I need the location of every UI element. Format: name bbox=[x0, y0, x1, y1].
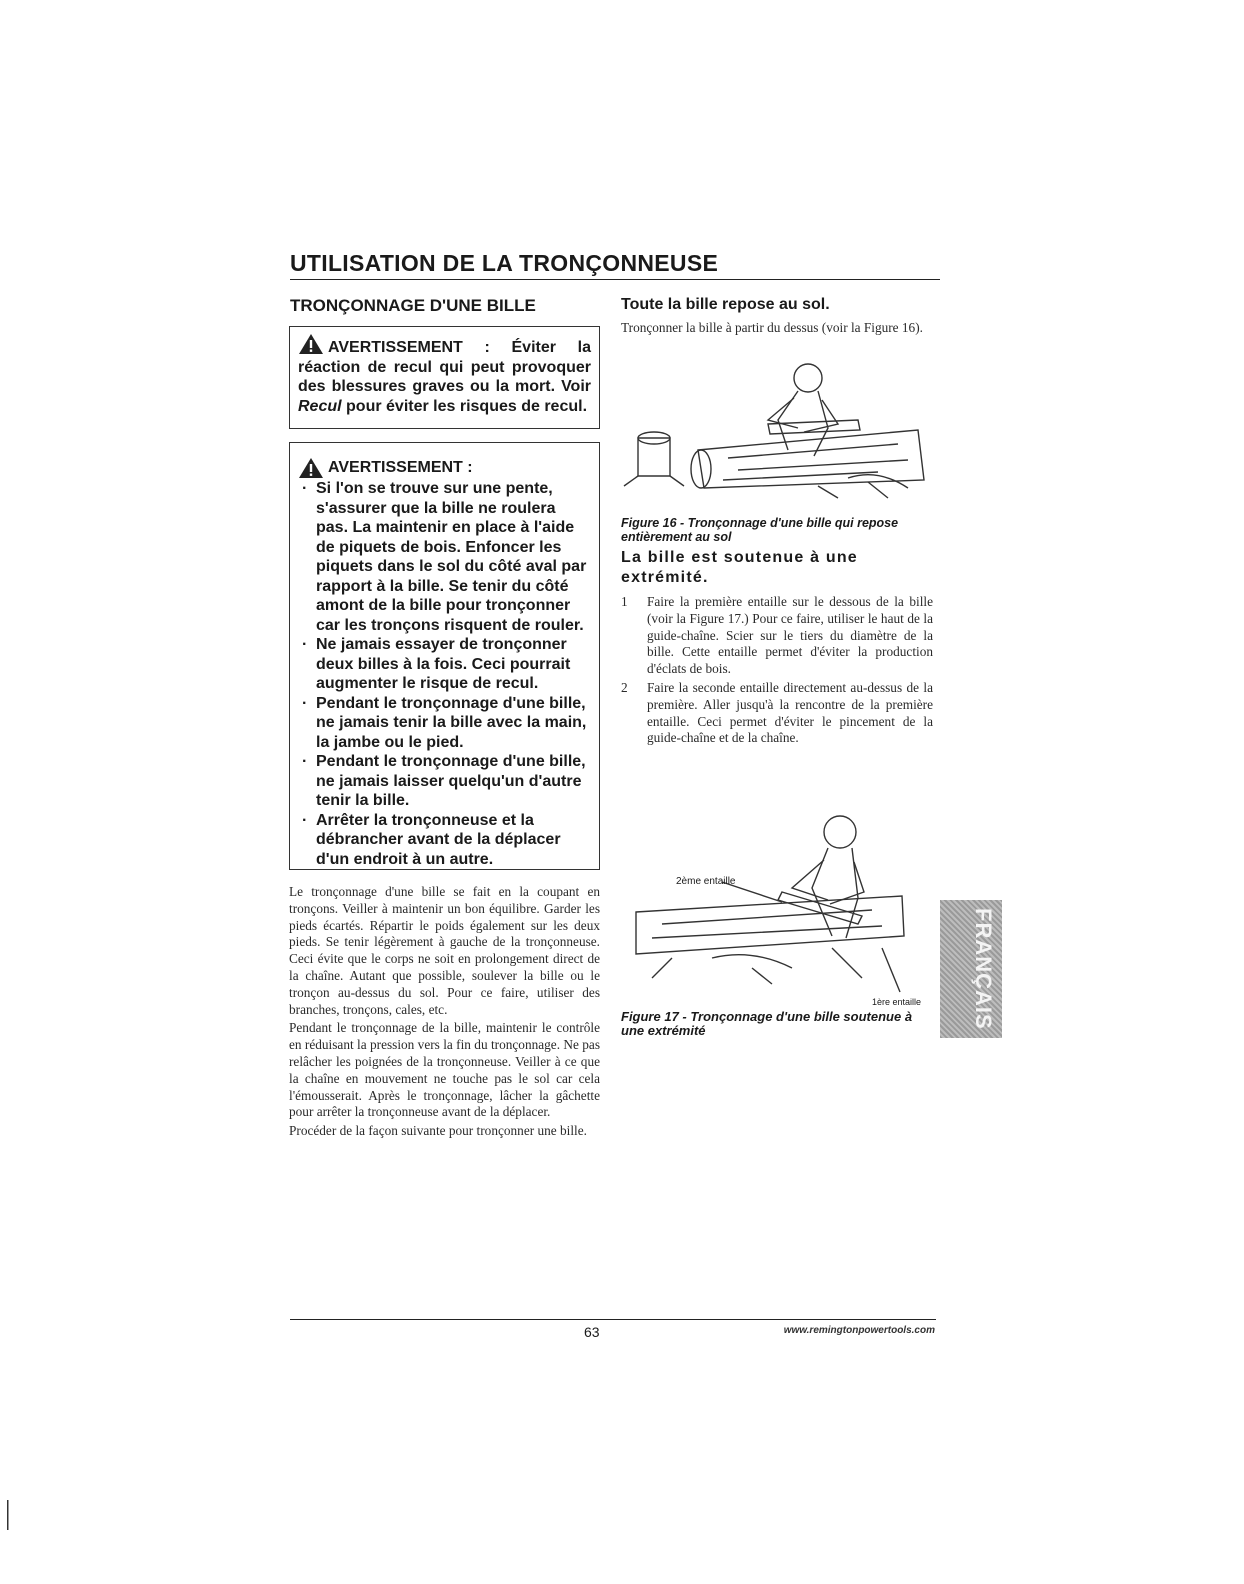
warning-item: · Pendant le tronçonnage d'une bille, ne jamais laisser quelqu'un d'autre tenir la bille. bbox=[298, 752, 591, 811]
warning-header bbox=[298, 457, 591, 479]
step-text: Faire la seconde entaille directement au-dessus de la première. Aller jusqu'à la rencontre de la première entaille. Ceci permet d'éviter le pincement de la guide-chaîne et de la chaîne. bbox=[647, 679, 933, 746]
website-url: www.remingtonpowertools.com bbox=[783, 1325, 935, 1336]
scan-edge-mark bbox=[6, 1500, 10, 1530]
warning-box-general bbox=[289, 442, 600, 870]
paragraph: Pendant le tronçonnage de la bille, maintenir le contrôle en réduisant la pression vers la fin du tronçonnage. Ne pas relâcher les poignées de la tronçonneuse. Veiller à ce que la chaîne en mouvement ne touche pas le sol car cela l'émousserait. Après le tronçonnage, lâcher la gâchette pour arrêter la tronçonneuse avant de la déplacer. bbox=[289, 1020, 600, 1120]
figure-16-illustration bbox=[618, 358, 936, 508]
warning-list bbox=[298, 479, 591, 869]
body-text bbox=[289, 884, 600, 1142]
language-tab-label: FRANÇAIS bbox=[971, 908, 996, 1030]
figure-17-caption: Figure 17 - Tronçonnage d'une bille soutenue à une extrémité bbox=[621, 1009, 913, 1038]
warning-item: · Pendant le tronçonnage d'une bille, ne jamais tenir la bille avec la main, la jambe ou le pied. bbox=[298, 694, 591, 753]
steps-list bbox=[621, 594, 933, 749]
warning-item: · Ne jamais essayer de tronçonner deux billes à la fois. Ceci pourrait augmenter le risque de recul. bbox=[298, 635, 591, 694]
paragraph: Procéder de la façon suivante pour tronçonner une bille. bbox=[289, 1123, 587, 1139]
step-item bbox=[621, 680, 933, 747]
language-tab bbox=[940, 900, 1002, 1038]
warning-label: AVERTISSEMENT : Éviter la réaction de recul qui peut provoquer des blessures graves ou la mort. Voir bbox=[298, 339, 591, 395]
step-text: Faire la première entaille sur le dessous de la bille (voir la Figure 17.) Pour ce faire, utiliser le haut de la guide-chaîne. Scier sur le tiers du diamètre de la bille. Cette entaille permet d'éviter la production d'éclats de bois. bbox=[647, 594, 933, 677]
footer-divider bbox=[290, 1319, 936, 1320]
figure-16-caption: Figure 16 - Tronçonnage d'une bille qui repose entièrement au sol bbox=[621, 516, 899, 544]
section-title: TRONÇONNAGE D'UNE BILLE bbox=[290, 296, 536, 315]
page-number: 63 bbox=[584, 1324, 600, 1340]
figure-17-illustration bbox=[632, 808, 932, 1008]
warning-label: AVERTISSEMENT : bbox=[328, 459, 473, 477]
warning-triangle-icon bbox=[298, 457, 324, 479]
subsection-title: Toute la bille repose au sol. bbox=[621, 296, 830, 313]
subsection-text: Tronçonner la bille à partir du dessus (voir la Figure 16). bbox=[621, 320, 923, 335]
subsection-title: La bille est soutenue à une extrémité. bbox=[621, 549, 858, 586]
warning-text bbox=[298, 333, 591, 416]
title-divider bbox=[290, 279, 940, 280]
recoil-reference: Recul bbox=[298, 397, 342, 415]
step-number: 1 bbox=[621, 594, 628, 609]
step-number: 2 bbox=[621, 679, 628, 695]
paragraph: Le tronçonnage d'une bille se fait en la coupant en tronçons. Veiller à maintenir un bon équilibre. Garder les pieds écartés. Répartir le poids également sur les deux pieds. Se tenir légèrement à gauche de la tronçonneuse. Ceci évite que le corps ne soit en prolongement direct de la chaîne. Autant que possible, soulever la bille ou le tronçon au-dessus du sol. Pour ce faire, utiliser des branches, tronçons, cales, etc. bbox=[289, 884, 600, 1017]
warning-item: · Si l'on se trouve sur une pente, s'assurer que la bille ne roulera pas. La maintenir en place à l'aide de piquets de bois. Enfoncer les piquets dans le sol du côté aval par rapport à la bille. Se tenir du côté amont de la bille pour tronçonner car les tronçons risquent de rouler. bbox=[298, 479, 591, 635]
step-item bbox=[621, 594, 933, 678]
figure-17-label-second-cut: 2ème entaille bbox=[676, 876, 736, 887]
figure-17-label-first-cut: 1ère entaille bbox=[872, 997, 922, 1007]
warning-box-recoil bbox=[289, 326, 600, 429]
page-title: UTILISATION DE LA TRONÇONNEUSE bbox=[290, 250, 719, 276]
warning-tail: pour éviter les risques de recul. bbox=[346, 397, 588, 415]
warning-item: · Arrêter la tronçonneuse et la débrancher avant de la déplacer d'un endroit à un autre. bbox=[298, 811, 591, 870]
warning-triangle-icon bbox=[298, 333, 324, 355]
